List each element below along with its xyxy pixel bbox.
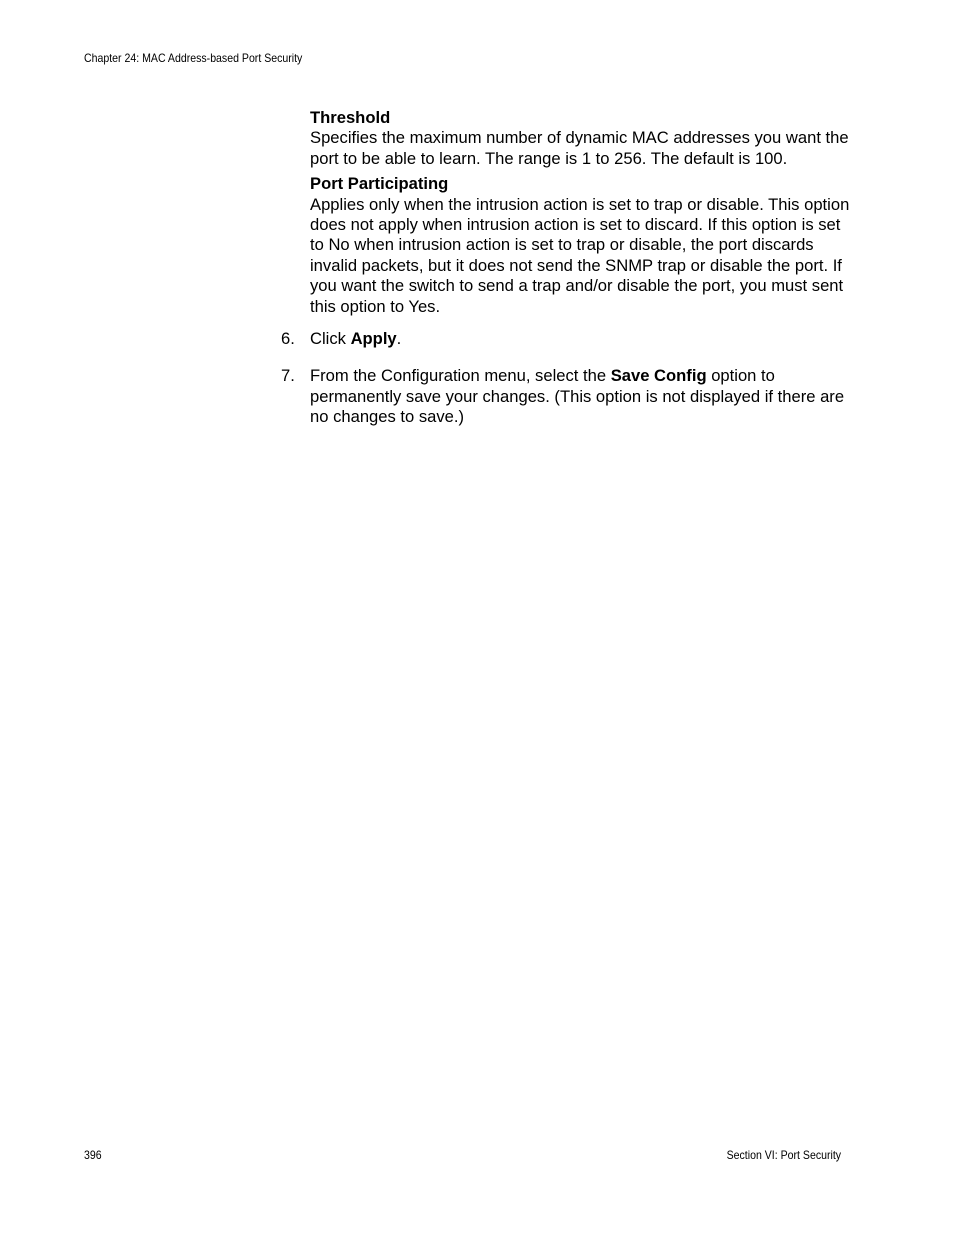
definition-port-participating (310, 174, 850, 317)
step-number: 6. (281, 329, 295, 349)
step-number: 7. (281, 366, 295, 386)
step-text-after: option to permanently save your changes. (This option is not displayed if there are no changes to save.) (310, 366, 845, 427)
step-7 (281, 366, 850, 427)
running-header: Chapter 24: MAC Address-based Port Security (84, 51, 303, 65)
definition-threshold (310, 108, 850, 169)
definition-text: Applies only when the intrusion action is set to trap or disable. This option does not apply when intrusion action is set to discard. If this option is set to No when intrusion action is set to trap or disable, the port discards invalid packets, but it does not send the SNMP trap or disable the port. If you want the switch to send a trap and/or disable the port, you must sent this option to Yes. (310, 194, 850, 316)
step-bold-text: Save Config (610, 366, 707, 386)
definition-term: Threshold (310, 108, 391, 127)
section-title: Section VI: Port Security (726, 1148, 841, 1162)
step-6 (281, 329, 850, 349)
step-text-before: Click (310, 329, 351, 349)
step-bold-text: Apply (350, 329, 397, 349)
definition-term: Port Participating (310, 174, 449, 194)
step-text-after: . (396, 329, 402, 349)
step-text-before: From the Configuration menu, select the (310, 366, 611, 386)
page-number: 396 (84, 1148, 102, 1162)
definition-text: Specifies the maximum number of dynamic MAC addresses you want the port to be able to learn. The range is 1 to 256. The default is 100. (310, 128, 849, 168)
page-body (281, 108, 850, 428)
